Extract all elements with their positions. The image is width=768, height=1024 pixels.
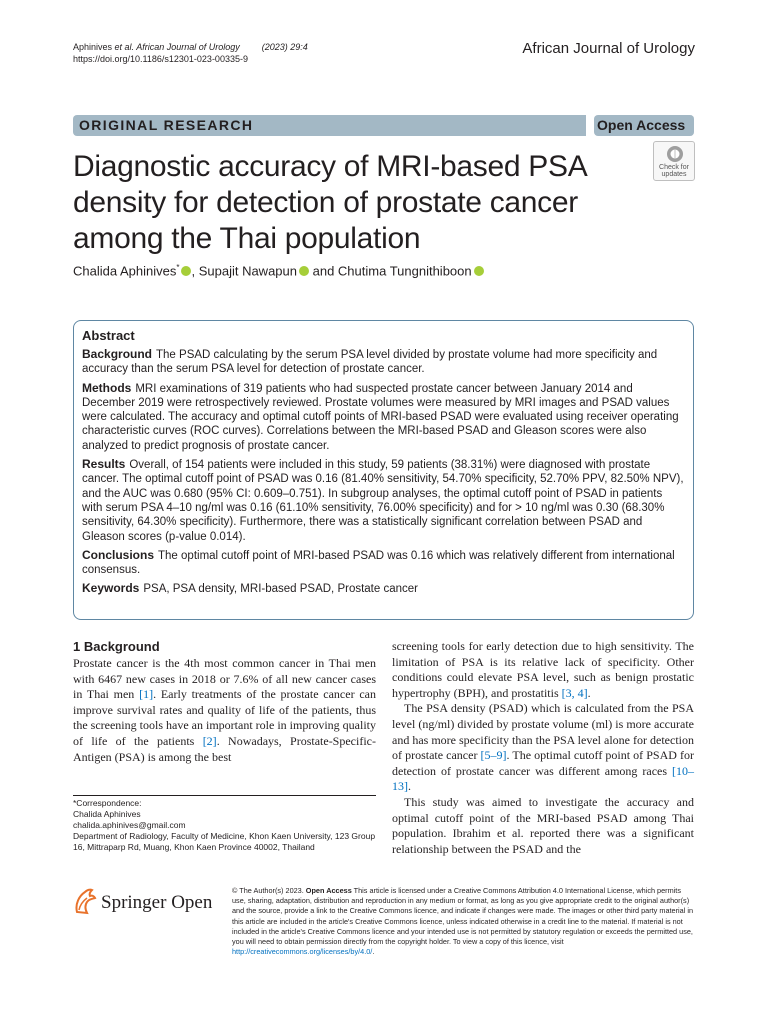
citation-journal: et al. African Journal of Urology — [114, 42, 240, 52]
body-column-right — [392, 639, 694, 857]
check-updates-icon — [666, 145, 684, 163]
reference-link[interactable]: [2] — [202, 733, 217, 748]
orcid-icon[interactable] — [299, 266, 309, 276]
body-paragraph: The PSA density (PSAD) which is calculated from the PSA level (ng/ml) divided by prostate volume (ml) is more accurate and has more specificity than the PSA level alone for detection of prostate cancer [5–9]. The optimal cutoff point of PSAD for detection of prostate cancer was different among races [10–13]. — [392, 701, 694, 794]
springer-horse-icon — [73, 886, 97, 916]
article-type-label: ORIGINAL RESEARCH — [79, 117, 254, 133]
author-2: , Supajit Nawapun — [191, 263, 297, 279]
abstract-conclusions: Conclusions The optimal cutoff point of MRI-based PSAD was 0.16 which was relatively different from international consensus. — [82, 547, 675, 577]
article-type-bar — [73, 115, 694, 136]
abstract-background: Background The PSAD calculating by the serum PSA level divided by prostate volume had more specificity and accuracy than the serum PSA level for detection of prostate cancer. — [82, 347, 658, 376]
article-title: Diagnostic accuracy of MRI-based PSA density for detection of prostate cancer among the Thai population — [73, 150, 586, 255]
reference-link[interactable]: [3, 4] — [561, 685, 588, 700]
open-access-badge: Open Access — [586, 115, 694, 136]
reference-link[interactable]: [1] — [139, 687, 154, 702]
author-list — [73, 263, 484, 278]
check-for-updates-button[interactable]: Check for updates — [653, 141, 695, 181]
springer-open-logo: Springer Open — [73, 886, 218, 920]
journal-name: African Journal of Urology — [522, 40, 695, 57]
orcid-icon[interactable] — [181, 266, 191, 276]
body-paragraph: This study was aimed to investigate the accuracy and optimal cutoff point of the MRI-based PSAD among Thai population. Ibrahim et al. reported there was a significant relationship between the PSAD and the — [392, 794, 694, 856]
abstract-heading: Abstract — [82, 328, 135, 343]
doi-link[interactable]: https://doi.org/10.1186/s12301-023-00335-9 — [73, 54, 248, 64]
reference-link[interactable]: [10–13] — [392, 763, 694, 794]
author-3: and Chutima Tungnithiboon — [309, 263, 472, 279]
license-statement: © The Author(s) 2023. Open Access This article is licensed under a Creative Commons Attribution 4.0 International License, which permits use, sharing, adaptation, distribution and reproduction in any medium or format, as long as you give appropriate credit to the original author(s) and the source, provide a link to the Creative Commons licence, and indicate if changes were made. The images or other third party material in this article are included in the article's Creative Commons licence, unless indicated otherwise in a credit line to the material. If material is not included in the article's Creative Commons licence and your intended use is not permitted by statutory regulation or exceeds the permitted use, you will need to obtain permission directly from the copyright holder. To view a copy of this licence, visit http://creativecommons.org/licenses/by/4.0/. — [232, 886, 694, 957]
citation-year: (2023) 29:4 — [261, 42, 308, 52]
abstract-methods: Methods MRI examinations of 319 patients who had suspected prostate cancer between January 2014 and December 2019 were retrospectively reviewed. Prostate volumes were measured by MRI images and PSAD values were calculated. The accuracy and optimal cutoff points of MRI-based PSAD were evaluated using receiver operating characteristic curves (ROC curves). Correlations between the MRI-based PSAD and Gleason scores were also analyzed to predict prognosis of prostate cancer. — [82, 380, 679, 452]
citation-author: Aphinives — [73, 42, 113, 52]
corresponding-mark: * — [176, 263, 180, 272]
section-heading: 1 Background — [73, 639, 160, 654]
body-paragraph: Prostate cancer is the 4th most common cancer in Thai men with 6467 new cases in 2018 or 7.6% of all new cancer cases in Thai men [1]. Early treatments of the prostate cancer can improve survival rates and quality of life of the patients, thus the screening tools have an important role in improving quality of life of the patients [2]. Nowadays, Prostate-Specific-Antigen (PSA) is among the best — [73, 656, 376, 764]
license-link[interactable]: http://creativecommons.org/licenses/by/4.0/ — [232, 947, 373, 957]
author-1: Chalida Aphinives — [73, 263, 177, 279]
abstract-box — [73, 320, 694, 620]
article-citation — [73, 41, 308, 65]
body-column-left — [73, 639, 376, 765]
abstract-keywords: Keywords PSA, PSA density, MRI-based PSAD, Prostate cancer — [82, 581, 418, 596]
reference-link[interactable]: [5–9] — [480, 748, 507, 763]
orcid-icon[interactable] — [474, 266, 484, 276]
body-paragraph: screening tools for early detection due to high sensitivity. The limitation of PSA is its relative lack of specificity. Other conditions could elevate PSA level, such as benign prostatic hypertrophy (BPH), and prostatitis [3, 4]. — [392, 639, 694, 700]
correspondence-email[interactable]: chalida.aphinives@gmail.com — [73, 820, 186, 830]
abstract-results: Results Overall, of 154 patients were included in this study, 59 patients (38.31%) were diagnosed with prostate cancer. The optimal cutoff point of PSAD was 0.16 (81.40% sensitivity, 54.70% specificity, 52.70% PPV, 82.50% NPV), and the AUC was 0.680 (95% CI: 0.609–0.751). In subgroup analyses, the optimal cutoff point of PSAD in patients with serum PSA 4–10 ng/ml was 0.16 (61.10% sensitivity, 76.00% specificity) and for > 10 ng/ml was 0.30 (68.30% sensitivity, 64.30% specificity). Furthermore, there was a statistically significant correlation between PSAD and Gleason scores (p-value 0.014). — [82, 457, 684, 543]
correspondence-footnote: *Correspondence: Chalida Aphinives chalida.aphinives@gmail.com Department of Radiology, Faculty of Medicine, Khon Kaen University, 123 Group 16, Mittraparp Rd, Muang, Khon Kaen Province 40002, Thailand — [73, 795, 376, 853]
